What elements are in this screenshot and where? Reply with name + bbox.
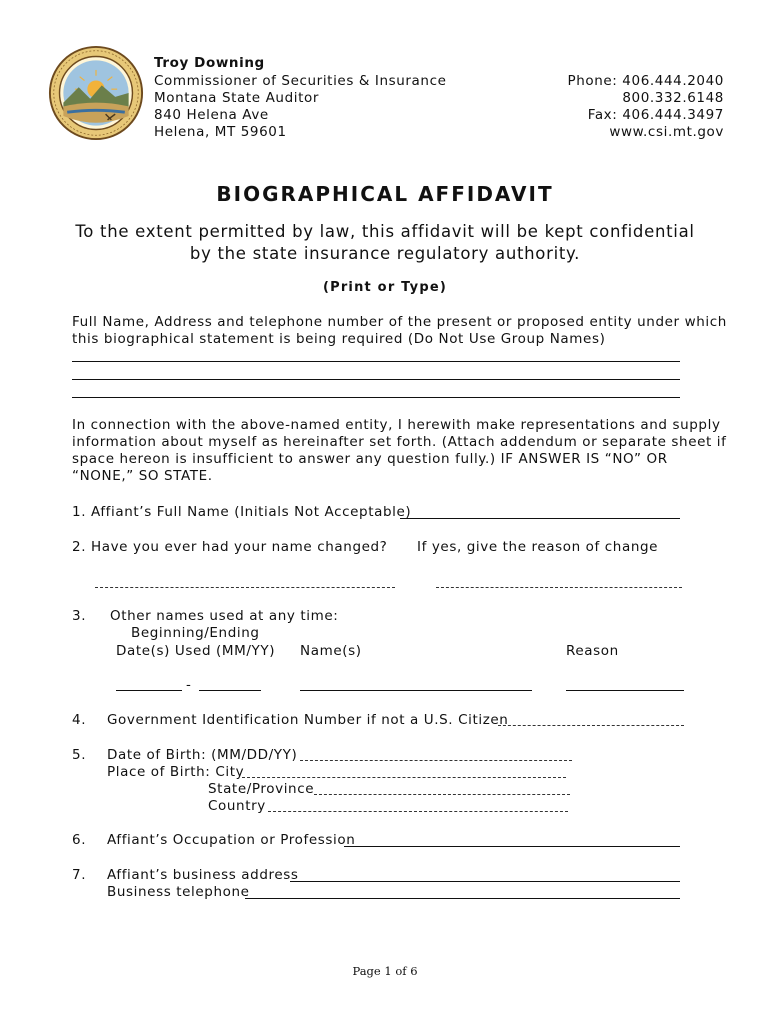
intro-line3: space hereon is insufficient to answer any question fully.) IF ANSWER IS “NO” OR	[72, 451, 668, 467]
office-name: Montana State Auditor	[154, 90, 319, 106]
confidential-note-line1: To the extent permitted by law, this affidavit will be kept confidential	[75, 222, 695, 241]
q4-government-id-label: Government Identification Number if not a U.S. Citizen	[107, 712, 509, 728]
q5-dob-label: Date of Birth: (MM/DD/YY)	[107, 747, 298, 763]
q3-name-field-extension[interactable]	[434, 690, 532, 691]
q5-country-label: Country	[208, 798, 266, 814]
entity-input-line-1[interactable]	[72, 361, 680, 362]
q6-occupation-field[interactable]	[344, 846, 680, 847]
document-title: BIOGRAPHICAL AFFIDAVIT	[216, 182, 554, 206]
entity-input-line-3[interactable]	[72, 397, 680, 398]
q3-reason-label: Reason	[566, 643, 619, 659]
intro-line1: In connection with the above-named entity, I herewith make representations and supply	[72, 417, 721, 433]
confidential-note-line2: by the state insurance regulatory authority.	[189, 244, 581, 263]
q3-end-date-field[interactable]	[199, 690, 261, 691]
commissioner-name: Troy Downing	[154, 55, 265, 71]
q3-date-separator: -	[186, 677, 192, 693]
commissioner-title: Commissioner of Securities & Insurance	[154, 73, 447, 89]
q6-occupation-label: Affiant’s Occupation or Profession	[107, 832, 356, 848]
q3-begin-date-field[interactable]	[116, 690, 182, 691]
q5-pob-city-field[interactable]	[242, 777, 566, 778]
q5-pob-city-label: Place of Birth: City	[107, 764, 245, 780]
q2-reason-label: If yes, give the reason of change	[417, 539, 659, 555]
entity-instruction-line1: Full Name, Address and telephone number of the present or proposed entity under which	[72, 314, 727, 330]
q7-business-phone-label: Business telephone	[107, 884, 250, 900]
street-address: 840 Helena Ave	[154, 107, 269, 123]
q7-number: 7.	[72, 867, 87, 883]
q4-government-id-field[interactable]	[498, 725, 684, 726]
q1-full-name-field[interactable]	[400, 518, 680, 519]
q7-business-address-field[interactable]	[290, 881, 680, 882]
q5-number: 5.	[72, 747, 87, 763]
montana-state-seal	[48, 45, 144, 141]
q2-answer-field[interactable]	[95, 587, 395, 588]
q2-reason-field[interactable]	[436, 587, 682, 588]
q1-full-name-label: 1. Affiant’s Full Name (Initials Not Acceptable)	[72, 504, 412, 520]
fax-number: Fax: 406.444.3497	[587, 107, 724, 123]
q5-dob-field[interactable]	[300, 760, 572, 761]
q3-number: 3.	[72, 608, 87, 624]
page-number: Page 1 of 6	[352, 964, 418, 978]
intro-line2: information about myself as hereinafter set forth. (Attach addendum or separate sheet if	[72, 434, 727, 450]
q5-country-field[interactable]	[268, 811, 568, 812]
entity-instruction-line2: this biographical statement is being required (Do Not Use Group Names)	[72, 331, 606, 347]
q3-names-label: Name(s)	[300, 643, 362, 659]
q5-state-field[interactable]	[314, 794, 570, 795]
entity-input-line-2[interactable]	[72, 379, 680, 380]
print-or-type-note: (Print or Type)	[322, 280, 448, 295]
q3-name-field[interactable]	[300, 690, 434, 691]
q3-other-names-label: Other names used at any time:	[110, 608, 339, 624]
city-address: Helena, MT 59601	[154, 124, 287, 140]
intro-line4: “NONE,” SO STATE.	[72, 468, 213, 484]
tollfree-number: 800.332.6148	[622, 90, 724, 106]
q5-state-label: State/Province	[208, 781, 315, 797]
q4-number: 4.	[72, 712, 87, 728]
q2-name-changed-label: 2. Have you ever had your name changed?	[72, 539, 388, 555]
q6-number: 6.	[72, 832, 87, 848]
q3-dates-label: Date(s) Used (MM/YY)	[116, 643, 276, 659]
q3-begin-end-label: Beginning/Ending	[131, 625, 260, 641]
phone-number: Phone: 406.444.2040	[567, 73, 724, 89]
website-link[interactable]: www.csi.mt.gov	[609, 124, 724, 140]
q7-business-phone-field[interactable]	[245, 898, 680, 899]
q7-business-address-label: Affiant’s business address	[107, 867, 299, 883]
q3-reason-field[interactable]	[566, 690, 684, 691]
